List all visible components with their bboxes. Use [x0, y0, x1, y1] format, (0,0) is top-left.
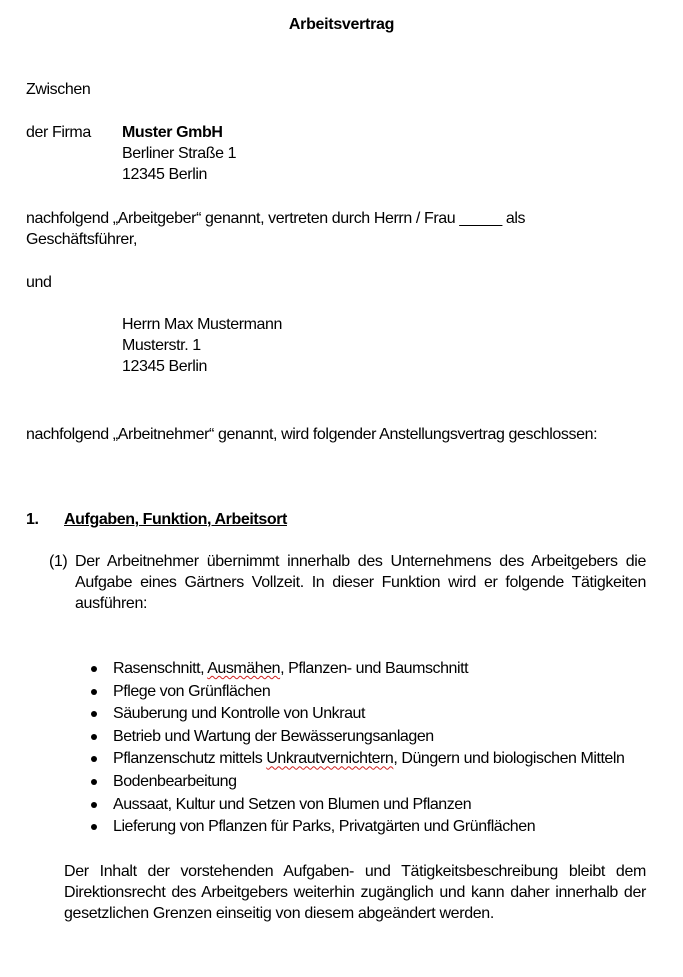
- task-text: [113, 726, 434, 747]
- employee-city: 12345 Berlin: [122, 358, 208, 375]
- section-heading: [26, 509, 39, 530]
- company-name: Muster GmbH: [122, 124, 223, 141]
- bullet-icon: [91, 824, 97, 830]
- company-city: 12345 Berlin: [122, 166, 208, 183]
- employee-name: Herrn Max Mustermann: [122, 316, 283, 333]
- clause-text: Der Arbeitnehmer übernimmt innerhalb des Unternehmens des Arbeitgebers die Aufgabe eines Gärtners Vollzeit. In dieser Funktion wird er folgende Tätigkeiten ausführen:: [75, 553, 646, 612]
- bullet-icon: [91, 756, 97, 762]
- employer-clause-line2: Geschäftsführer,: [26, 231, 137, 248]
- employee-address: [122, 314, 282, 377]
- bullet-icon: [91, 666, 97, 672]
- bullet-icon: [91, 711, 97, 717]
- closing-paragraph: Der Inhalt der vorstehenden Aufgaben- und Tätigkeitsbeschreibung bleibt dem Direktionsrecht des Arbeitgebers weiterhin zugänglich und kann daher innerhalb der gesetzlichen Grenzen einseitig von diesem abgeändert werden.: [64, 863, 646, 922]
- task-text: [113, 703, 365, 724]
- company-street: Berliner Straße 1: [122, 145, 237, 162]
- task-text-part: Betrieb und Wartung der Bewässerungsanlagen: [113, 727, 434, 745]
- section-title: Aufgaben, Funktion, Arbeitsort: [64, 511, 287, 528]
- clause-number: (1): [49, 553, 68, 570]
- spellcheck-flagged-word: Unkrautvernichtern: [266, 750, 394, 768]
- task-text-part: Lieferung von Pflanzen für Parks, Privatgärten und Grünflächen: [113, 818, 536, 836]
- task-text-part: , Pflanzen- und Baumschnitt: [280, 660, 469, 677]
- task-text: [113, 681, 270, 702]
- and-label: und: [26, 274, 52, 291]
- task-text: [113, 748, 624, 769]
- bullet-icon: [91, 779, 97, 785]
- company-label: der Firma: [26, 124, 91, 141]
- task-text: [113, 658, 468, 679]
- document-title: Arbeitsvertrag: [288, 16, 395, 33]
- task-text: [113, 794, 471, 815]
- task-text-part: Aussaat, Kultur und Setzen von Blumen und Pflanzen: [113, 795, 472, 813]
- employee-clause: nachfolgend „Arbeitnehmer“ genannt, wird folgender Anstellungsvertrag geschlossen:: [26, 426, 598, 443]
- bullet-icon: [91, 689, 97, 695]
- task-text-part: Rasenschnitt,: [113, 660, 208, 677]
- bullet-icon: [91, 734, 97, 740]
- spellcheck-flagged-word: Ausmähen: [207, 660, 281, 677]
- task-text: [113, 816, 535, 837]
- task-text-part: , Düngern und biologischen Mitteln: [393, 750, 625, 768]
- task-text-part: Pflege von Grünflächen: [113, 682, 271, 700]
- employer-clause-line1: nachfolgend „Arbeitgeber“ genannt, vertreten durch Herrn / Frau _____ als: [26, 210, 526, 227]
- company-address: [122, 122, 236, 185]
- task-text: [113, 771, 237, 792]
- section-title-wrap: [64, 509, 287, 530]
- section-number: 1.: [26, 511, 39, 528]
- task-text-part: Pflanzenschutz mittels: [113, 750, 267, 768]
- task-text-part: Säuberung und Kontrolle von Unkraut: [113, 705, 365, 723]
- between-label: Zwischen: [26, 81, 91, 98]
- task-text-part: Bodenbearbeitung: [113, 772, 237, 790]
- employee-street: Musterstr. 1: [122, 337, 201, 354]
- bullet-icon: [91, 802, 97, 808]
